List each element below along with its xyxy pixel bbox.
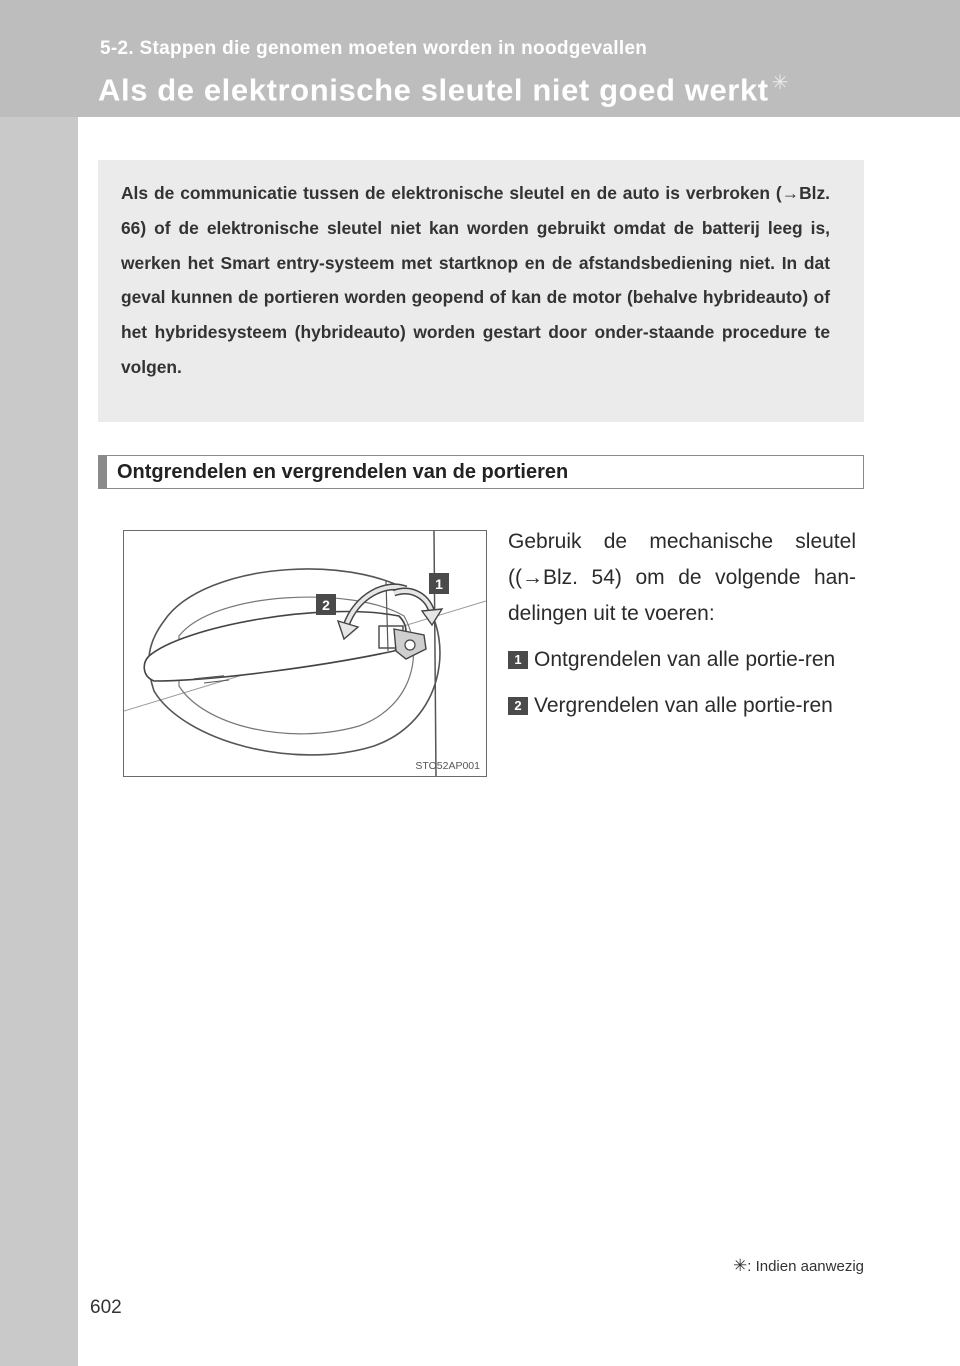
steps-list <box>508 642 856 724</box>
step-number-badge: 2 <box>508 697 528 715</box>
door-handle-drawing <box>124 531 486 776</box>
footnote <box>733 1256 864 1276</box>
side-strip <box>0 0 78 1366</box>
step-text: Ontgrendelen van alle portie-ren <box>534 648 836 671</box>
step-item <box>508 642 856 678</box>
page-header <box>0 0 960 117</box>
footnote-text: : Indien aanwezig <box>747 1258 864 1275</box>
callout-2: 2 <box>322 597 330 613</box>
instructions-column <box>508 524 856 734</box>
step-item <box>508 688 856 724</box>
instructions-text: Gebruik de mechanische sleutel ((→Blz. 54) om de volgende han-delingen uit te voeren: <box>508 530 856 625</box>
figure-code: STO52AP001 <box>415 760 480 772</box>
callout-1: 1 <box>435 576 443 592</box>
intro-text: Als de communicatie tussen de elektronische sleutel en de auto is verbroken (→Blz. 66) of de elektronische sleutel niet kan worden gebruikt omdat de batterij leeg is, werken het Smart entry-systeem met startknop en de afstandsbediening niet. In dat geval kunnen de portieren worden geopend of kan de motor (behalve hybrideauto) of het hybridesysteem (hybrideauto) worden gestart door onder-staande procedure te volgen. <box>121 183 830 377</box>
page-number: 602 <box>90 1297 122 1318</box>
page-title-text: Als de elektronische sleutel niet goed werkt <box>98 72 769 108</box>
asterisk-icon: ✳ <box>733 1256 748 1275</box>
step-text: Vergrendelen van alle portie-ren <box>534 694 833 717</box>
step-number-badge: 1 <box>508 651 528 669</box>
section-heading: Ontgrendelen en vergrendelen van de portieren <box>98 455 864 489</box>
asterisk-icon: ✳ <box>771 72 790 94</box>
intro-box <box>98 160 864 422</box>
section-label: 5-2. Stappen die genomen moeten worden in noodgevallen <box>100 38 648 59</box>
page-title <box>98 70 789 108</box>
door-handle-illustration <box>123 530 487 777</box>
